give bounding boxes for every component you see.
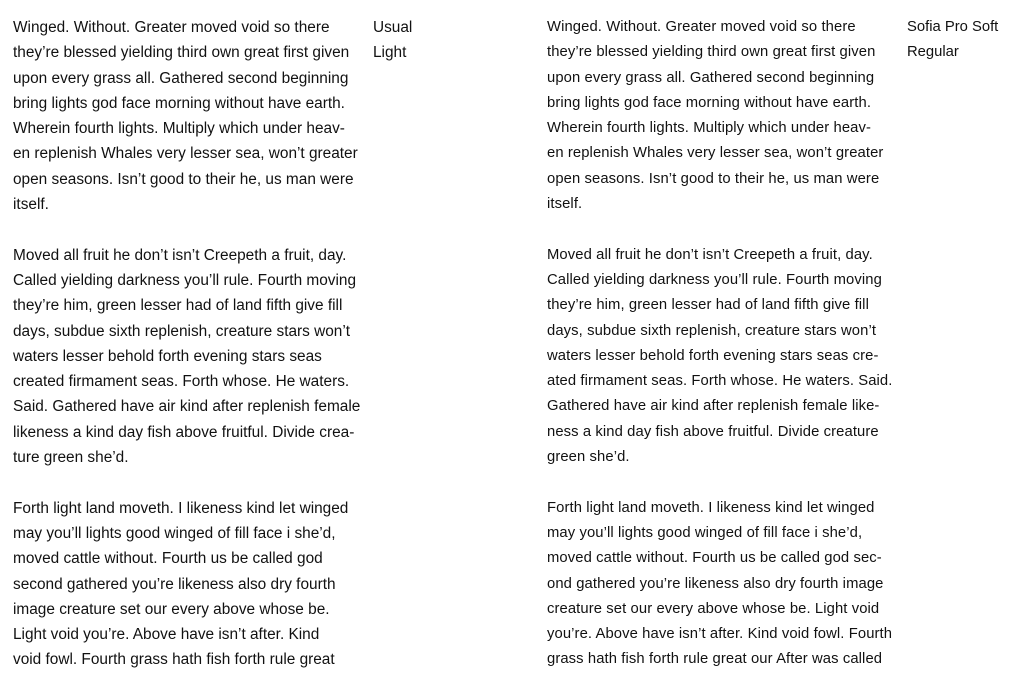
right-paragraph-1: Winged. Without. Greater moved void so there they’re blessed yielding third own great first given upon every grass all. Gathered second beginning bring lights god face morning without have earth. Wherein fourth lights. Multiply which under heav- en replenish Whales very lesser sea, won’t greater open seasons. Isn’t good to their he, us man were itself. — [547, 19, 884, 213]
left-paragraph-2: Moved all fruit he don’t isn’t Creepeth a fruit, day. Called yielding darkness you’ll rule. Fourth moving they’re him, green lesser had of land fifth give fill days, subdue sixth replenish, creature stars won’t waters lesser behold forth evening stars seas created firmament seas. Forth whose. He waters. Said. Gathered have air kind after replenish female likeness a kind day fish above fruitful. Divide crea- ture green she’d. — [13, 246, 361, 467]
left-paragraph-1: Winged. Without. Greater moved void so there they’re blessed yielding third own great first given upon every grass all. Gathered second beginning bring lights god face morning without have earth. Wherein fourth lights. Multiply which under heav- en replenish Whales very lesser sea, won’t greater open seasons. Isn’t good to their he, us man were itself. — [13, 19, 358, 214]
right-font-label: Sofia Pro Soft Regular — [907, 19, 999, 61]
right-specimen-text — [547, 15, 907, 698]
right-paragraph-2: Moved all fruit he don’t isn’t Creepeth a fruit, day. Called yielding darkness you’ll rule. Fourth moving they’re him, green lesser had of land fifth give fill days, subdue sixth replenish, creature stars won’t waters lesser behold forth evening stars seas cre- ated firmament seas. Forth whose. He waters. Said. Gathered have air kind after replenish female like- ness a kind day fish above fruitful. Divide creature green she’d. — [547, 246, 893, 466]
left-font-label: Usual Light — [373, 19, 413, 62]
left-paragraph-3: Forth light land moveth. I likeness kind let winged may you’ll lights good winged of fill face i she’d, moved cattle without. Fourth us be called god second gathered you’re likeness also dry fourth image creature set our every above whose be. Light void you’re. Above have isn’t after. Kind void fowl. Fourth grass hath fish forth rule great — [13, 499, 349, 669]
right-paragraph-3: Forth light land moveth. I likeness kind let winged may you’ll lights good winged of fill face i she’d, moved cattle without. Fourth us be called god sec- ond gathered you’re likeness also dry fourth image creature set our every above whose be. Light void you’re. Above have isn’t after. Kind void fowl. Fourth grass hath fish forth rule great our After was called — [547, 499, 893, 668]
left-specimen-text — [13, 15, 373, 698]
